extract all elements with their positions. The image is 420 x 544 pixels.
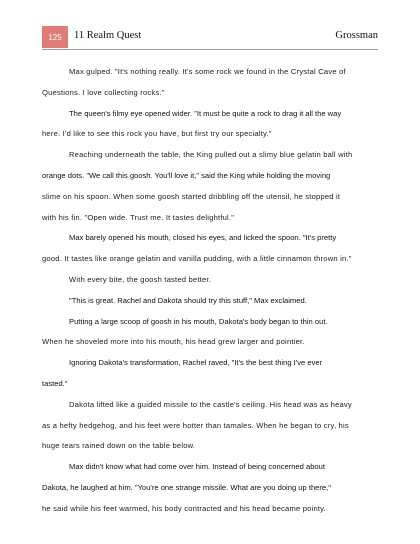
author-name: Grossman — [335, 30, 378, 41]
text-line: Ignoring Dakota's transformation, Rachel raved, "It's the best thing I've ever — [69, 358, 323, 368]
text-line: Putting a large scoop of goosh in his mouth, Dakota's body began to thin out. — [69, 316, 328, 326]
text-line: as a hefty hedgehog, and his feet were hotter than tamales. When he began to cry, his — [42, 420, 349, 430]
text-line: Dakota lifted like a guided missile to the castle's ceiling. His head was as heavy — [69, 399, 352, 409]
text-line: he said while his feet warmed, his body contracted and his head became pointy. — [42, 503, 326, 513]
text-line: orange dots. "We call this goosh. You'll love it," said the King while holding the moving — [42, 170, 331, 180]
text-line: Dakota, he laughed at him. "You're one strange missile. What are you doing up there," — [42, 482, 331, 492]
text-line: good. It tastes like orange gelatin and vanilla pudding, with a little cinnamon thrown in." — [42, 254, 352, 264]
header-divider — [42, 49, 378, 50]
page-header — [42, 26, 378, 48]
text-line: Max gulped. "It's nothing really. It's some rock we found in the Crystal Cave of — [69, 67, 346, 76]
text-line: Max barely opened his mouth, closed his eyes, and licked the spoon. "It's pretty — [69, 233, 337, 243]
text-line: here. I'd like to see this rock you have, but first try our specialty." — [42, 129, 272, 139]
text-line: huge tears rained down on the table below. — [42, 441, 196, 451]
manuscript-body — [42, 62, 378, 520]
text-line: When he shoveled more into his mouth, his head grew larger and pointier. — [42, 337, 305, 347]
text-line: Questions. I love collecting rocks." — [42, 87, 165, 97]
book-title: 11 Realm Quest — [74, 30, 142, 41]
text-line: With every bite, the goosh tasted better. — [69, 274, 212, 284]
text-line: "This is great. Rachel and Dakota should try this stuff," Max exclaimed. — [69, 295, 307, 305]
text-line: The queen's filmy eye opened wider. "It must be quite a rock to drag it all the way — [69, 108, 342, 118]
text-line: slime on his spoon. When some goosh started dribbling off the utensil, he stopped it — [42, 191, 341, 201]
text-line: with his fin. "Open wide. Trust me. It tastes delightful." — [42, 212, 235, 222]
text-line: Reaching underneath the table, the King pulled out a slimy blue gelatin ball with — [69, 150, 353, 160]
page-number-badge: 125 — [42, 26, 68, 48]
text-line: tasted." — [42, 378, 68, 388]
text-line: Max didn't know what had come over him. Instead of being concerned about — [69, 462, 325, 472]
